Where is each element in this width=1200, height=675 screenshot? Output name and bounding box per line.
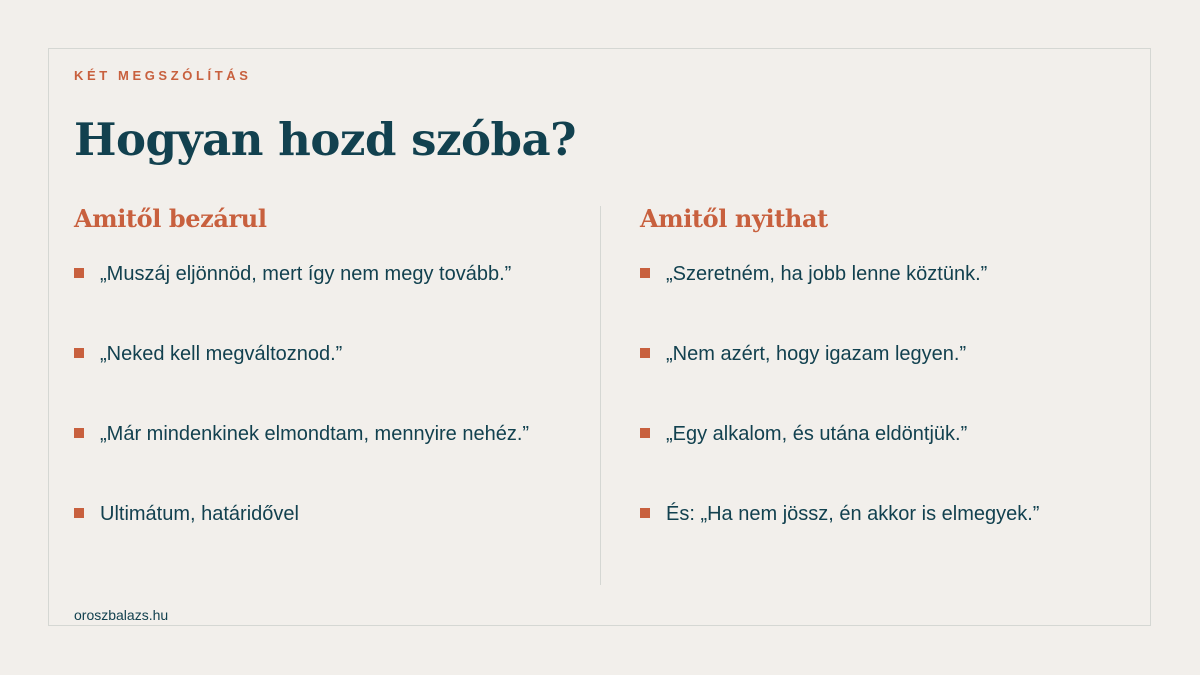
list-item-text: Ultimátum, határidővel	[100, 503, 299, 525]
list-item	[640, 420, 1110, 448]
list-item	[74, 340, 544, 368]
right-column-heading: Amitől nyithat	[640, 204, 828, 233]
bullet-square-icon	[640, 268, 650, 278]
bullet-square-icon	[74, 268, 84, 278]
list-item-text: „Nem azért, hogy igazam legyen.”	[666, 343, 967, 365]
bullet-square-icon	[640, 428, 650, 438]
list-item	[74, 420, 544, 448]
list-item	[74, 500, 544, 528]
bullet-square-icon	[640, 348, 650, 358]
list-item-text: „Egy alkalom, és utána eldöntjük.”	[666, 423, 968, 445]
list-item	[74, 260, 544, 288]
list-item	[640, 500, 1110, 528]
eyebrow-label: KÉT MEGSZÓLÍTÁS	[74, 68, 252, 83]
list-item-text: És: „Ha nem jössz, én akkor is elmegyek.”	[666, 503, 1040, 525]
list-item-text: „Muszáj eljönnöd, mert így nem megy tovább.”	[100, 263, 512, 285]
list-item	[640, 340, 1110, 368]
list-item	[640, 260, 1110, 288]
list-item-text: „Szeretném, ha jobb lenne köztünk.”	[666, 263, 988, 285]
bullet-square-icon	[74, 508, 84, 518]
bullet-square-icon	[74, 428, 84, 438]
list-item-text: „Már mindenkinek elmondtam, mennyire nehéz.”	[100, 423, 530, 445]
left-column-heading: Amitől bezárul	[74, 204, 267, 233]
bullet-square-icon	[640, 508, 650, 518]
column-divider	[600, 206, 601, 585]
list-item-text: „Neked kell megváltoznod.”	[100, 343, 343, 365]
slide-title: Hogyan hozd szóba?	[74, 113, 576, 166]
footer-url: oroszbalazs.hu	[74, 607, 169, 623]
bullet-square-icon	[74, 348, 84, 358]
